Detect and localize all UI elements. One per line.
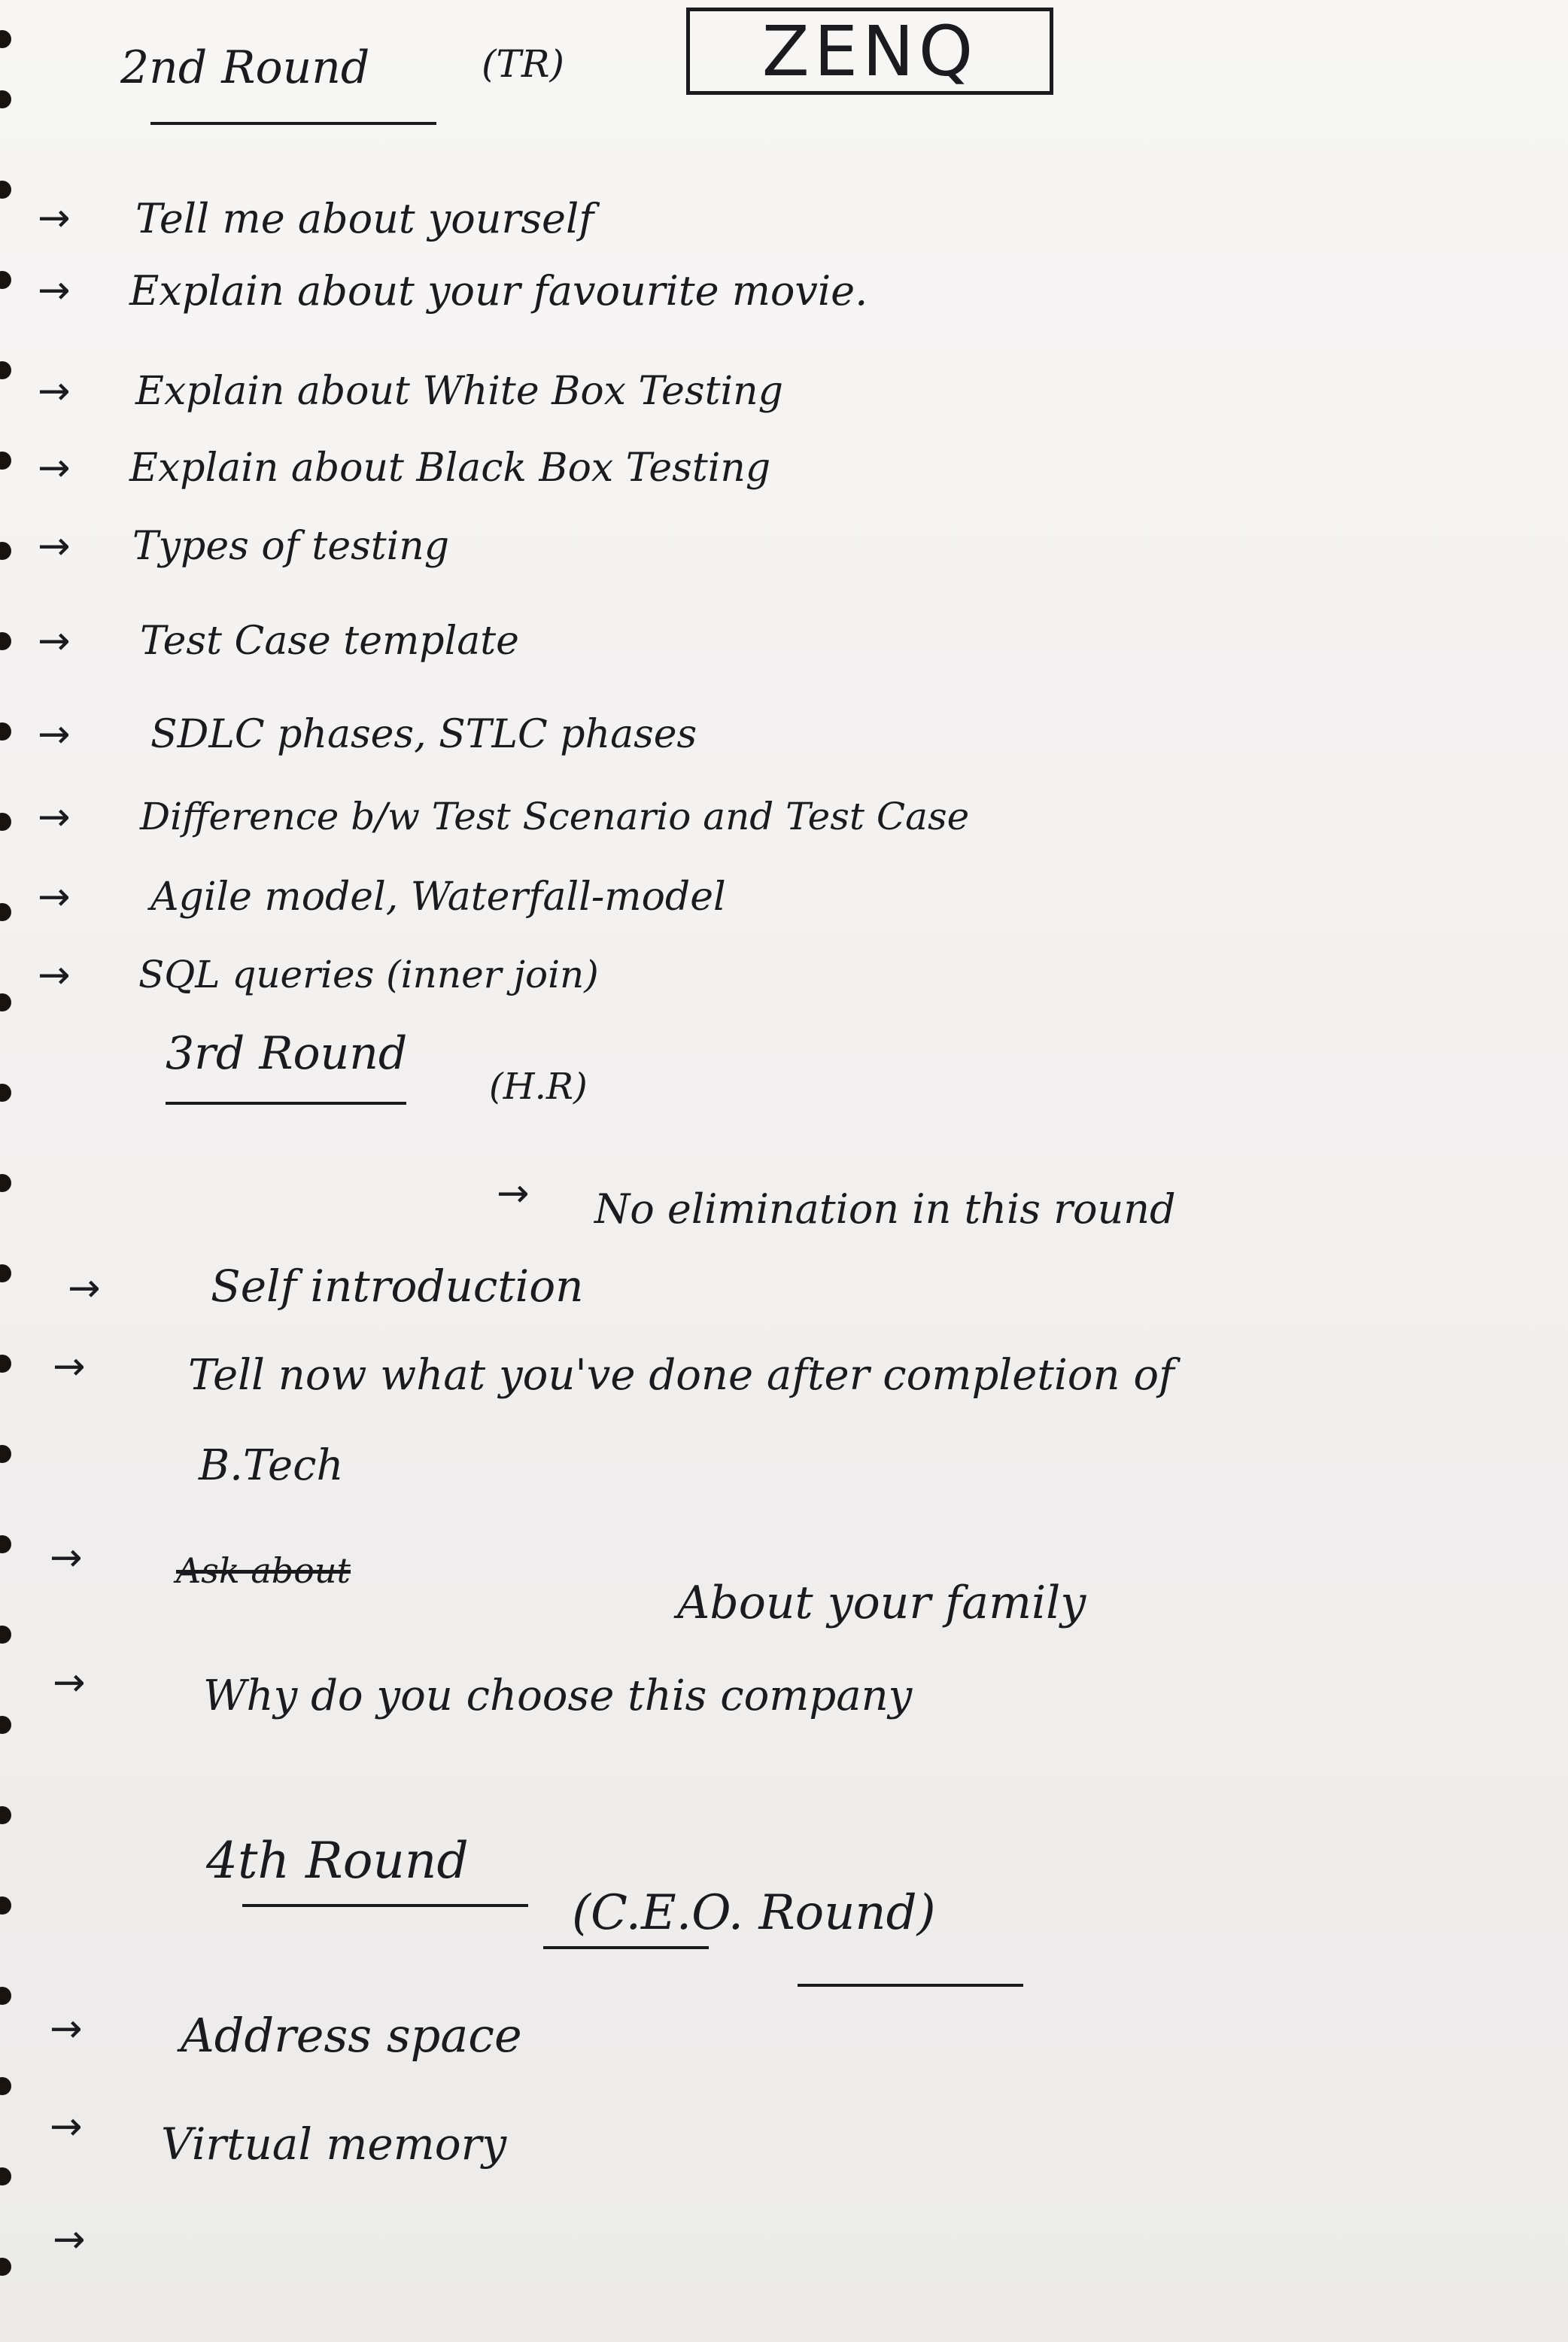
binding-hole <box>0 1716 11 1734</box>
right-arrow-icon: → <box>38 524 71 569</box>
binding-hole <box>0 1445 11 1463</box>
binding-hole <box>0 1535 11 1553</box>
binding-hole <box>0 1264 11 1282</box>
r2-question-2: Explain about your favourite movie. <box>129 267 868 315</box>
binding-hole <box>0 903 11 921</box>
r2-question-5: Types of testing <box>132 524 450 569</box>
r3-question-3: About your family <box>677 1577 1086 1629</box>
r2-question-4: Explain about Black Box Testing <box>129 446 771 491</box>
right-arrow-icon: → <box>38 953 71 998</box>
r3-struck-text: Ask about <box>176 1550 351 1591</box>
r2-question-8: Difference b/w Test Scenario and Test Case <box>140 795 970 838</box>
binding-hole <box>0 1174 11 1192</box>
r2-question-10: SQL queries (inner join) <box>138 953 599 996</box>
binding-hole <box>0 813 11 831</box>
round-4-title: 4th Round <box>206 1832 469 1890</box>
r4-question-2: Virtual memory <box>161 2118 507 2170</box>
binding-hole <box>0 90 11 108</box>
right-arrow-icon: → <box>50 2006 83 2052</box>
round-2-underline <box>150 122 436 125</box>
binding-hole <box>0 2077 11 2095</box>
r2-question-1: Tell me about yourself <box>135 195 594 242</box>
binding-hole <box>0 2258 11 2276</box>
r3-question-2: Tell now what you've done after completion of <box>188 1351 1174 1400</box>
binding-hole <box>0 30 11 48</box>
r3-question-2-cont: B.Tech <box>199 1441 344 1490</box>
binding-hole <box>0 1626 11 1644</box>
binding-hole <box>0 632 11 650</box>
round-4-underline <box>242 1904 528 1907</box>
round-2-type: (TR) <box>482 42 565 86</box>
right-arrow-icon: → <box>497 1171 530 1216</box>
round-3-underline <box>166 1102 406 1105</box>
r2-question-6: Test Case template <box>140 619 519 664</box>
round-4-type: (C.E.O. Round) <box>572 1885 936 1941</box>
binding-hole <box>0 542 11 560</box>
round-2-title: 2nd Round <box>120 41 370 94</box>
right-arrow-icon: → <box>38 196 71 241</box>
right-arrow-icon: → <box>38 795 71 840</box>
round-4-underline-2 <box>543 1946 709 1949</box>
r2-question-7: SDLC phases, STLC phases <box>150 712 697 757</box>
binding-hole <box>0 181 11 199</box>
company-logo: ZENQ <box>761 11 978 92</box>
round-3-type: (H.R) <box>489 1066 588 1108</box>
right-arrow-icon: → <box>50 2104 83 2149</box>
right-arrow-icon: → <box>38 874 71 920</box>
binding-hole <box>0 1987 11 2005</box>
r2-question-9: Agile model, Waterfall-model <box>150 874 726 920</box>
r2-question-3: Explain about White Box Testing <box>135 369 783 414</box>
binding-hole <box>0 271 11 289</box>
right-arrow-icon: → <box>50 1535 83 1580</box>
round-4-underline-3 <box>798 1984 1023 1987</box>
round-3-note: No elimination in this round <box>594 1185 1176 1233</box>
right-arrow-icon: → <box>38 712 71 757</box>
binding-hole <box>0 993 11 1011</box>
company-logo-box <box>686 8 1053 95</box>
spiral-binding-icon <box>0 0 18 2342</box>
binding-hole <box>0 1806 11 1824</box>
right-arrow-icon: → <box>53 2217 86 2262</box>
r3-question-1: Self introduction <box>211 1261 584 1312</box>
binding-hole <box>0 2167 11 2185</box>
binding-hole <box>0 1355 11 1373</box>
right-arrow-icon: → <box>53 1344 86 1389</box>
right-arrow-icon: → <box>38 268 71 313</box>
right-arrow-icon: → <box>53 1660 86 1705</box>
binding-hole <box>0 1084 11 1102</box>
r4-question-1: Address space <box>181 2008 522 2063</box>
r3-question-4: Why do you choose this company <box>203 1671 913 1720</box>
right-arrow-icon: → <box>38 446 71 491</box>
round-3-title: 3rd Round <box>166 1027 408 1080</box>
right-arrow-icon: → <box>38 369 71 414</box>
binding-hole <box>0 1896 11 1915</box>
right-arrow-icon: → <box>68 1266 101 1311</box>
binding-hole <box>0 722 11 741</box>
binding-hole <box>0 361 11 379</box>
binding-hole <box>0 452 11 470</box>
right-arrow-icon: → <box>38 619 71 664</box>
